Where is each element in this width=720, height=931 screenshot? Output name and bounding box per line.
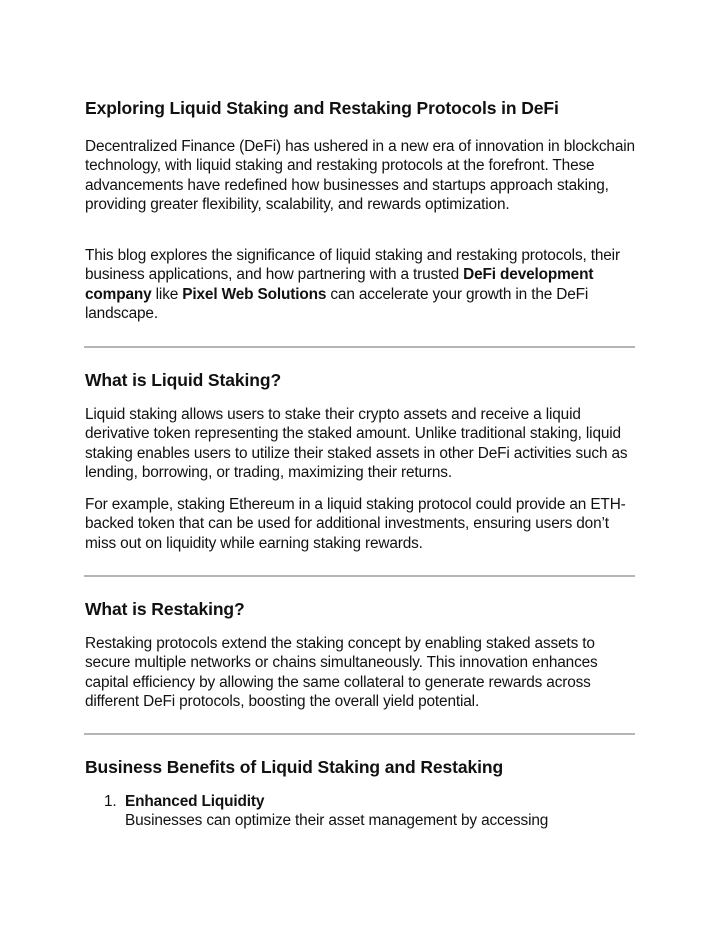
section-divider [84,346,635,348]
defi-development-company-bold: DeFi development company [85,266,594,303]
list-item [85,792,637,831]
intro-paragraph-2 [85,246,637,324]
intro-p2-text-b: like [151,285,183,303]
intro-paragraph-1: Decentralized Finance (DeFi) has ushered in a new era of innovation in blockchain technology, with liquid staking and restaking protocols at the forefront. These advancements have redefined how businesses and startups approach staking, providing greater flexibility, scalability, and rewards optimization. [85,138,635,214]
list-item-number: 1. [104,793,117,810]
list-item-title: Enhanced Liquidity [125,793,265,810]
section-heading-liquid-staking: What is Liquid Staking? [85,370,282,390]
pixel-web-solutions-bold: Pixel Web Solutions [182,285,327,303]
restaking-paragraph: Restaking protocols extend the staking concept by enabling staked assets to secure multiple networks or chains simultaneously. This innovation enhances capital efficiency by allowing the same collateral to generate rewards across different DeFi protocols, boosting the overall yield potential. [85,635,598,711]
liquid-staking-paragraph-2: For example, staking Ethereum in a liquid staking protocol could provide an ETH-backed token that can be used for additional investments, ensuring users don’t miss out on liquidity while earning staking rewards. [85,496,626,552]
liquid-staking-paragraph-1: Liquid staking allows users to stake their crypto assets and receive a liquid derivative token representing the staked amount. Unlike traditional staking, liquid staking enables users to utilize their staked assets in other DeFi activities such as lending, borrowing, or trading, maximizing their returns. [85,406,628,482]
intro-p2-text-c: can accelerate your growth in the DeFi landscape. [85,285,589,323]
intro-p2-text-a: This blog explores the significance of liquid staking and restaking protocols, their business applications, and how partnering with a trusted [85,247,620,284]
list-item-text: Businesses can optimize their asset management by accessing [125,812,549,830]
section-divider [84,575,635,577]
page-title: Exploring Liquid Staking and Restaking Protocols in DeFi [85,98,559,118]
section-divider [84,733,635,735]
section-heading-restaking: What is Restaking? [85,599,245,619]
benefits-list [85,792,637,831]
section-heading-business-benefits: Business Benefits of Liquid Staking and Restaking [85,757,504,777]
